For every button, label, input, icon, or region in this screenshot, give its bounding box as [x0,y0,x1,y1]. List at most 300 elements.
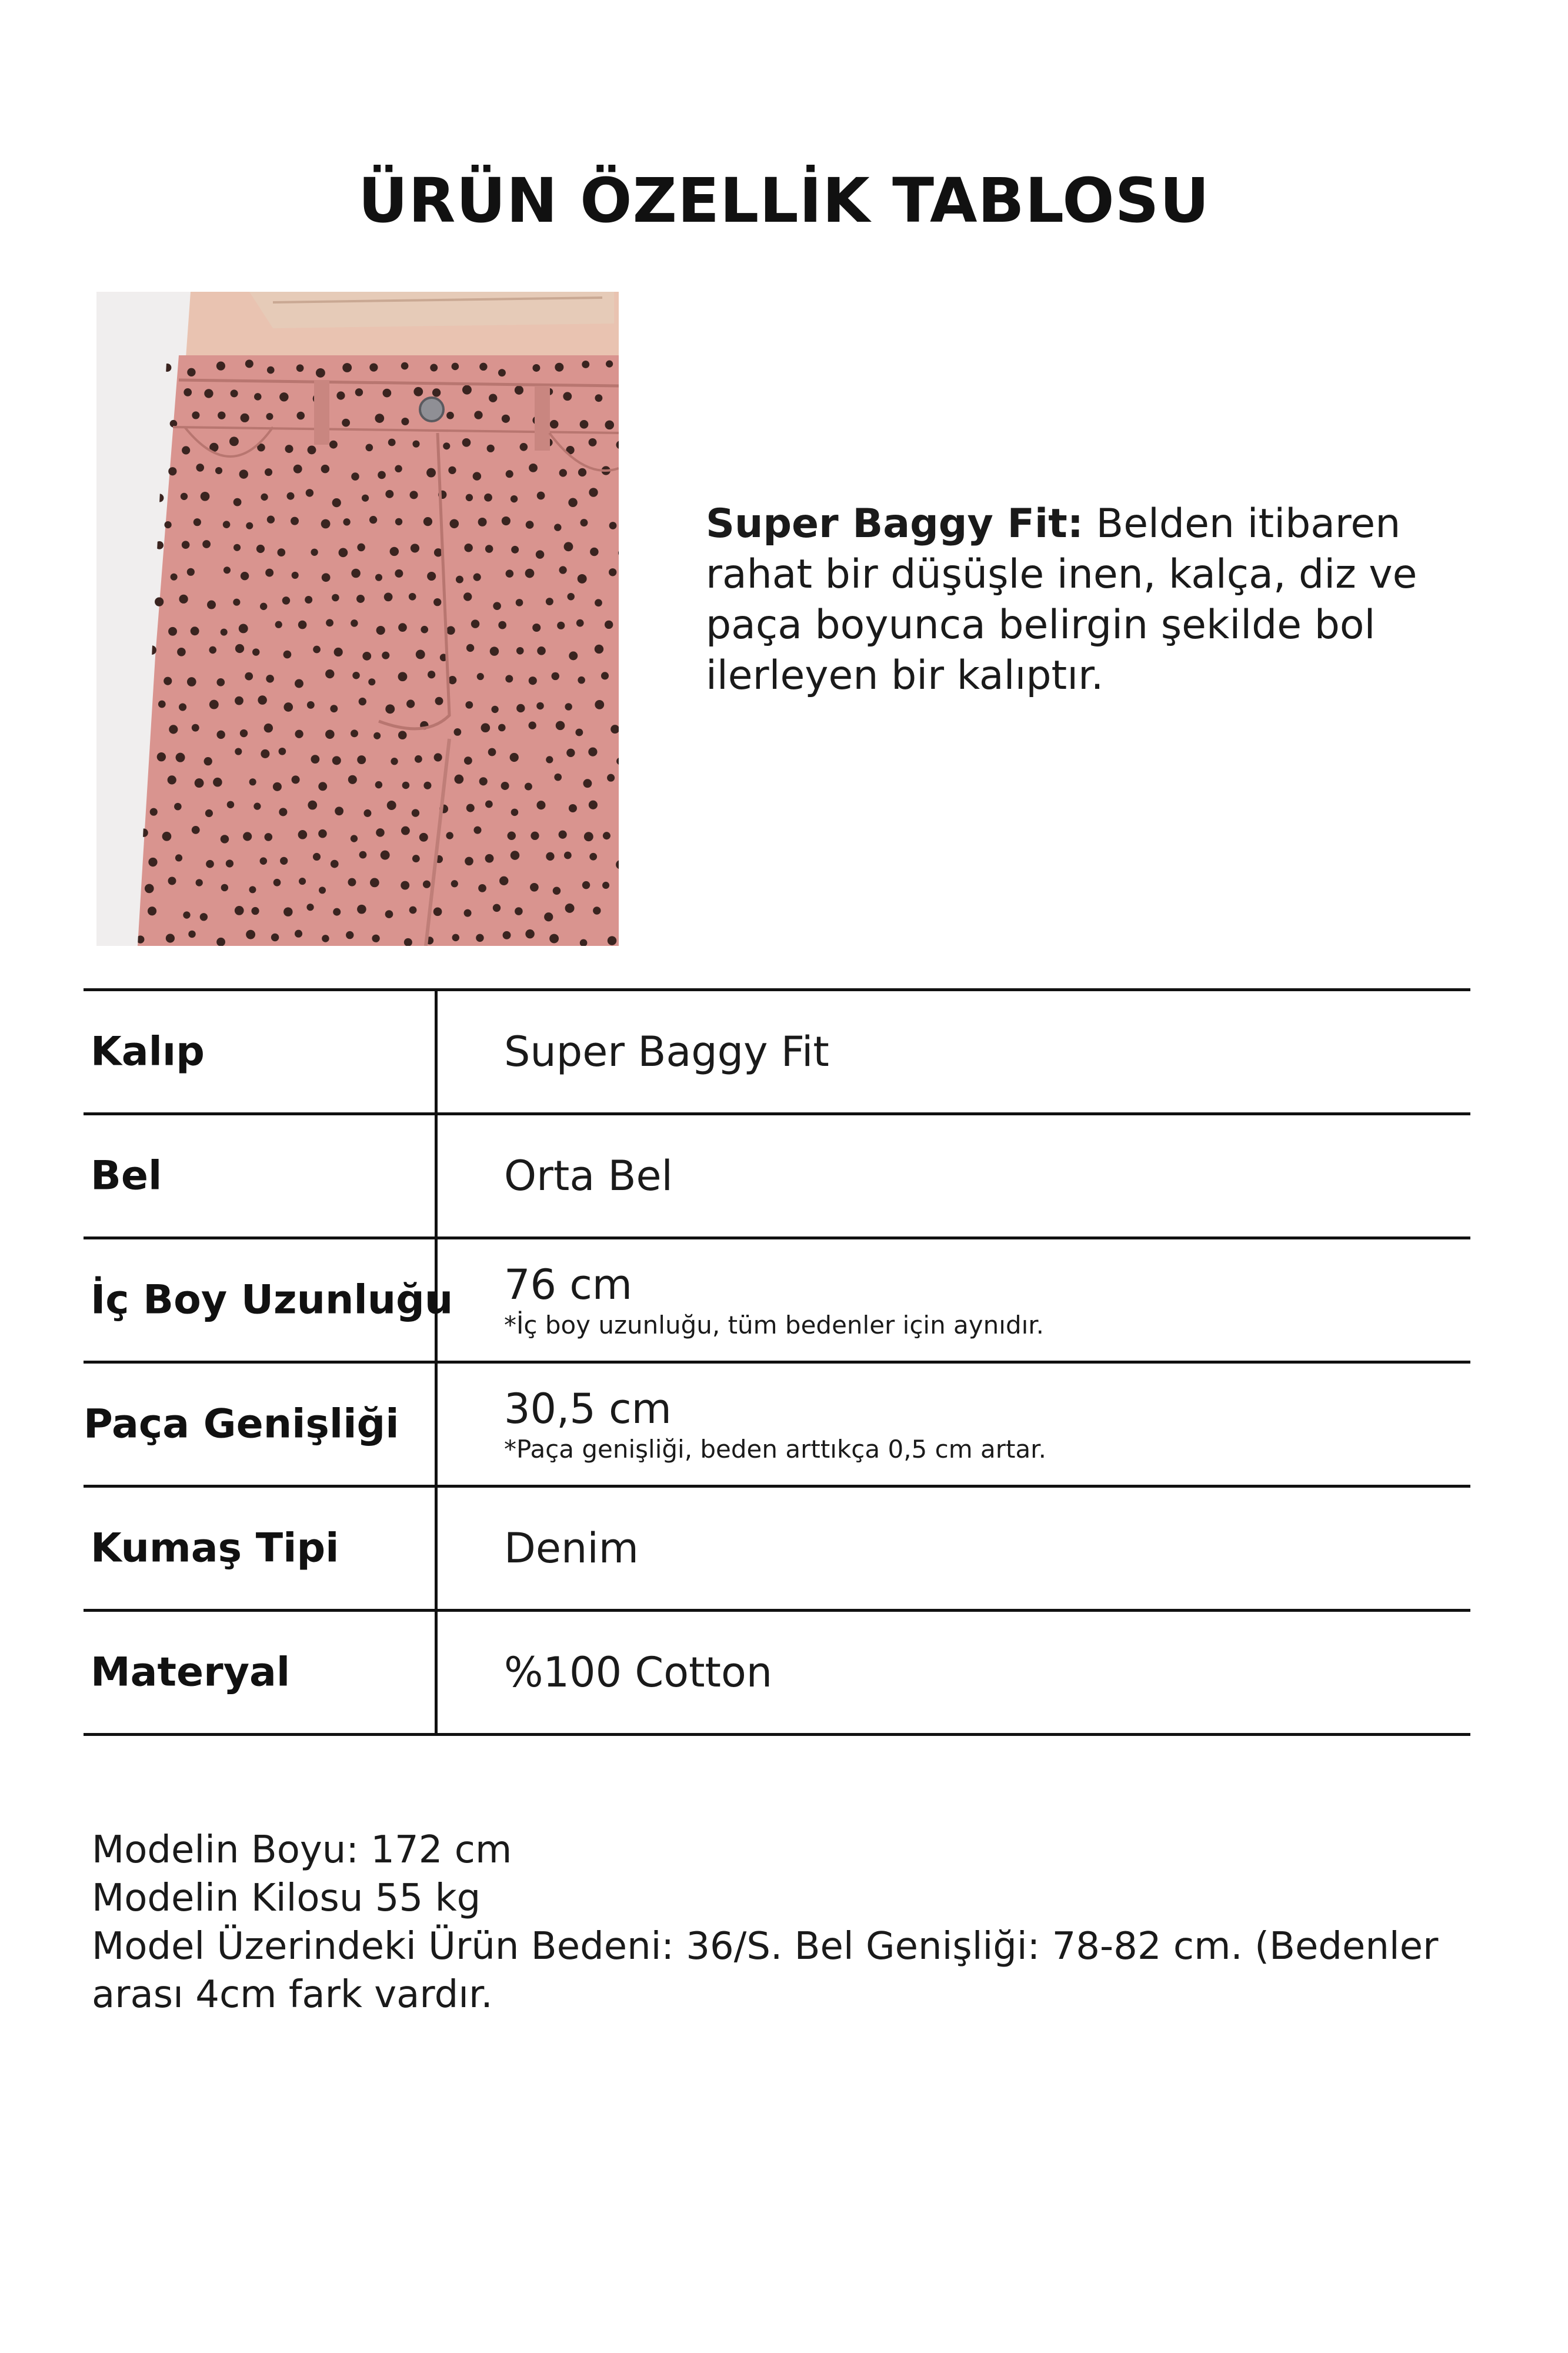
polka-dot [202,540,211,548]
polka-dot [398,731,407,739]
polka-dot [602,882,609,889]
polka-dot [410,491,418,499]
polka-dot [318,782,327,791]
polka-dot [528,722,536,729]
polka-dot [329,441,338,449]
polka-dot [252,648,259,655]
polka-dot [279,808,287,816]
polka-dot [168,877,176,885]
polka-dot [362,652,371,661]
polka-dot [589,488,598,496]
polka-dot [313,853,321,861]
polka-dot [383,389,392,398]
polka-dot [605,421,614,430]
polka-dot [334,648,343,656]
polka-dot [502,516,511,525]
polka-dot [564,852,572,859]
polka-dot [479,777,488,785]
polka-dot [595,645,603,654]
polka-dot [549,934,559,944]
polka-dot [246,522,253,529]
polka-dot [266,413,273,420]
polka-dot [606,361,613,368]
polka-dot [498,369,506,376]
fit-description-text: Belden itibaren rahat bir düşüşle inen, kalça, diz ve paça boyunca belirgin şekilde bol ilerleyen bir kalıptır. [706,501,1417,699]
polka-dot [450,519,459,529]
spec-row-kumas [84,1488,1470,1612]
polka-dot [187,568,195,576]
polka-dot [462,385,472,395]
polka-dot [316,368,325,378]
polka-dot [498,724,506,732]
polka-dot [537,492,545,500]
pink-polka-dot-jeans-image [96,292,619,946]
polka-dot [580,519,588,526]
polka-dot [295,679,303,688]
column-divider [435,1488,438,1609]
polka-dot [148,858,157,866]
polka-dot [201,492,210,501]
polka-dot [179,704,186,711]
polka-dot [171,574,178,581]
polka-dot [195,778,204,788]
polka-dot [511,851,520,860]
spec-value [504,1027,829,1076]
spec-value-main: Orta Bel [504,1152,673,1200]
polka-dot [204,389,213,398]
polka-dot [168,467,176,475]
polka-dot [168,775,176,784]
polka-dot [181,493,188,500]
polka-dot [446,626,455,635]
polka-dot [433,598,441,606]
polka-dot [332,594,339,602]
polka-dot [164,677,172,685]
polka-dot [409,593,416,601]
polka-dot [322,935,329,942]
polka-dot [550,420,559,429]
polka-dot [532,624,541,632]
polka-dot [168,627,177,636]
polka-dot [589,438,597,446]
polka-dot [169,725,178,734]
polka-dot [401,826,410,835]
polka-dot [192,724,199,732]
polka-dot [569,804,577,812]
polka-dot [584,832,593,841]
polka-dot [582,361,589,368]
polka-dot [466,494,473,501]
polka-dot [551,672,559,680]
polka-dot [187,677,196,686]
polka-dot [485,801,493,808]
polka-dot [166,934,175,942]
polka-dot [351,729,358,737]
polka-dot [605,621,613,629]
polka-dot [321,465,330,474]
spec-value [504,1260,1044,1340]
polka-dot [184,388,192,396]
polka-dot [218,411,225,419]
polka-dot [192,826,200,834]
polka-dot [368,678,375,685]
polka-dot [479,363,487,371]
spec-label: Kumaş Tipi [91,1525,339,1572]
polka-dot [375,574,382,581]
polka-dot [264,724,273,732]
polka-dot [409,906,417,914]
polka-dot [233,599,240,606]
polka-dot [196,464,204,472]
polka-dot [291,517,299,525]
spec-label: Materyal [91,1649,291,1696]
spec-row-bel [84,1115,1470,1239]
polka-dot [357,544,365,552]
polka-dot [511,546,519,554]
polka-dot [359,851,367,859]
polka-dot [183,911,190,918]
fit-description [706,499,1506,701]
polka-dot [162,832,172,841]
polka-dot [292,775,300,784]
polka-dot [453,728,461,736]
polka-dot [476,934,483,942]
polka-dot [516,704,525,712]
polka-dot [266,675,274,683]
polka-dot [485,545,493,553]
polka-dot [246,930,255,939]
polka-dot [416,650,425,659]
polka-dot [536,550,544,558]
polka-dot [388,439,396,446]
polka-dot [175,854,182,861]
polka-dot [481,723,491,732]
polka-dot [473,826,481,834]
polka-dot [235,644,244,653]
polka-dot [559,831,567,839]
polka-dot [466,804,475,812]
polka-dot [182,446,190,454]
polka-dot [566,749,575,757]
polka-dot [260,603,267,610]
polka-dot [466,644,474,652]
polka-dot [493,602,501,610]
polka-dot [525,929,535,939]
polka-dot [298,830,308,839]
polka-dot [491,706,498,713]
polka-dot [279,392,288,401]
polka-dot [503,931,511,939]
polka-dot [423,881,431,888]
polka-dot [385,704,395,714]
polka-dot [325,730,335,739]
polka-dot [332,498,341,507]
polka-dot [333,908,341,916]
polka-dot [536,801,545,809]
polka-dot [593,906,600,914]
polka-dot [231,389,238,397]
polka-dot [401,418,409,425]
polka-dot [426,468,436,478]
polka-dot [385,490,393,498]
polka-dot [465,701,473,709]
polka-dot [398,672,408,681]
polka-dot [451,880,458,887]
product-photo [96,292,619,946]
polka-dot [546,598,553,605]
polka-dot [484,494,492,502]
polka-dot [313,646,321,654]
polka-dot [283,702,293,712]
polka-dot [209,646,216,654]
polka-dot [264,833,272,841]
polka-dot [241,572,249,580]
polka-dot [283,651,292,659]
polka-dot [321,519,331,529]
polka-dot [515,386,523,395]
polka-dot [578,574,587,584]
polka-dot [376,828,385,837]
polka-dot [311,755,319,764]
polka-dot [158,701,166,708]
polka-dot [382,652,389,659]
spec-table [84,988,1470,1736]
polka-dot [398,623,407,632]
polka-dot [411,544,419,552]
polka-dot [401,881,409,890]
polka-dot [423,517,432,526]
polka-dot [559,469,567,476]
polka-dot [569,651,578,660]
polka-dot [464,544,473,552]
polka-dot [583,779,592,788]
polka-dot [609,568,616,576]
polka-dot [145,884,154,894]
polka-dot [456,576,463,584]
polka-dot [525,569,535,578]
polka-dot [348,775,357,784]
polka-dot [544,912,553,921]
polka-dot [478,518,487,526]
polka-dot [245,672,253,681]
polka-dot [306,904,313,911]
polka-dot [490,646,499,655]
polka-dot [267,366,275,374]
polka-dot [187,368,195,376]
polka-dot [391,758,398,765]
polka-dot [555,363,563,372]
polka-dot [427,572,436,581]
polka-dot [229,436,239,446]
polka-dot [516,647,524,655]
polka-dot [221,835,229,843]
polka-dot [339,548,348,558]
polka-dot [267,516,275,524]
polka-dot [209,700,219,709]
polka-dot [254,393,262,401]
polka-dot [346,931,353,939]
polka-dot [332,756,341,765]
model-weight: Modelin Kilosu 55 kg [92,1877,481,1920]
polka-dot [227,801,234,808]
polka-dot [357,755,366,764]
polka-dot [215,467,222,474]
polka-dot [582,881,590,889]
spec-row-paca [84,1364,1470,1488]
polka-dot [601,672,609,679]
polka-dot [501,782,509,790]
polka-dot [277,548,285,556]
polka-dot [216,678,225,686]
polka-dot [352,672,359,679]
polka-dot [351,619,358,626]
polka-dot [563,392,572,401]
spec-label: Kalıp [91,1028,205,1075]
polka-dot [206,860,214,868]
polka-dot [356,595,365,603]
spec-label: Bel [91,1152,162,1199]
polka-dot [381,851,390,860]
polka-dot [559,566,566,574]
polka-dot [150,808,158,816]
polka-dot [216,731,225,739]
polka-dot [402,782,410,789]
polka-dot [516,599,523,606]
polka-dot [553,886,561,894]
polka-dot [395,569,403,578]
polka-dot [200,913,208,921]
polka-dot [493,904,501,912]
polka-dot [508,831,516,839]
polka-dot [256,545,265,553]
polka-dot [564,542,573,551]
polka-dot [221,884,228,891]
polka-dot [556,721,565,731]
polka-dot [546,852,554,861]
polka-dot [511,809,519,816]
spec-value [504,1524,639,1573]
polka-dot [452,363,459,371]
spec-value-main: 76 cm [504,1261,632,1309]
spec-value-note: *İç boy uzunluğu, tüm bedenler için aynıdır. [504,1311,1045,1339]
polka-dot [395,518,402,525]
polka-dot [308,445,316,454]
polka-dot [532,364,540,372]
polka-dot [251,907,259,915]
polka-dot [204,757,212,765]
polka-dot [515,907,523,915]
polka-dot [233,544,241,551]
column-divider [435,991,438,1112]
polka-dot [557,622,565,629]
polka-dot [506,470,513,478]
polka-dot [299,878,306,885]
polka-dot [223,521,231,528]
polka-dot [233,498,242,506]
polka-dot [536,702,544,710]
polka-dot [385,910,393,918]
polka-dot [279,748,286,755]
polka-dot [265,569,273,577]
polka-dot [603,832,610,839]
polka-dot [568,498,577,507]
polka-dot [261,494,268,501]
polka-dot [196,879,203,886]
spec-value-main: %100 Cotton [504,1648,773,1697]
polka-dot [595,700,604,709]
polka-dot [174,803,182,811]
polka-dot [357,905,366,914]
polka-dot [213,778,222,787]
polka-dot [413,387,423,396]
polka-dot [295,730,303,738]
polka-dot [285,445,293,453]
polka-dot [155,597,164,606]
polka-dot [432,388,441,396]
polka-dot [565,904,575,913]
polka-dot [292,572,299,579]
polka-dot [305,596,312,604]
polka-dot [435,697,443,705]
polka-dot [372,935,379,942]
polka-dot [578,676,585,684]
polka-dot [406,699,415,708]
polka-dot [474,411,482,419]
page-title: ÜRÜN ÖZELLİK TABLOSU [358,165,1210,236]
polka-dot [446,412,454,419]
polka-dot [366,444,373,452]
polka-dot [322,573,331,582]
spec-row-materyal [84,1612,1470,1736]
polka-dot [590,548,599,556]
polka-dot [286,492,294,500]
polka-dot [485,854,494,863]
polka-dot [529,676,537,685]
spec-row-kalip [84,988,1470,1115]
model-info [92,1826,1480,2019]
polka-dot [273,782,282,791]
fit-description-label: Super Baggy Fit: [706,501,1083,547]
column-divider [435,1364,438,1485]
polka-dot [546,756,553,763]
polka-dot [473,574,481,581]
polka-dot [608,936,616,945]
polka-dot [415,755,422,763]
polka-dot [487,445,495,452]
spec-value [504,1384,1046,1464]
polka-dot [505,675,513,682]
polka-dot [223,566,231,574]
polka-dot [308,801,317,810]
polka-dot [463,592,472,601]
polka-dot [506,569,514,578]
polka-dot [378,471,386,479]
polka-dot [554,774,562,781]
polka-dot [446,832,453,839]
polka-dot [401,362,409,370]
polka-dot [477,673,484,680]
polka-dot [355,388,363,396]
polka-dot [448,676,456,684]
polka-dot [471,619,479,628]
polka-dot [258,695,267,705]
polka-dot [443,442,450,449]
polka-dot [311,549,318,556]
polka-dot [273,879,281,886]
polka-dot [182,541,190,549]
polka-dot [369,516,377,524]
polka-dot [412,441,419,448]
